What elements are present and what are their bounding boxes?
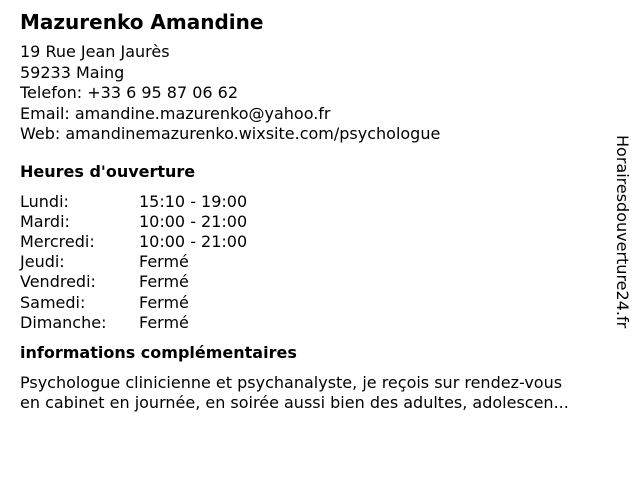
info-line: Psychologue clinicienne et psychanalyste, je reçois sur rendez-vous bbox=[20, 372, 563, 392]
day-hours: Fermé bbox=[139, 272, 189, 292]
day-hours: Fermé bbox=[139, 292, 189, 312]
hours-row-thursday bbox=[20, 252, 616, 272]
business-name: Mazurenko Amandine bbox=[20, 10, 264, 34]
hours-row-monday bbox=[20, 192, 616, 212]
day-hours: 15:10 - 19:00 bbox=[139, 191, 248, 211]
day-hours: Fermé bbox=[139, 312, 189, 332]
hours-row-wednesday bbox=[20, 232, 616, 252]
day-label: Mercredi: bbox=[20, 231, 95, 251]
business-card bbox=[20, 10, 616, 414]
additional-info-heading: informations complémentaires bbox=[20, 342, 297, 362]
day-label: Lundi: bbox=[20, 191, 69, 211]
day-hours: 10:00 - 21:00 bbox=[139, 211, 248, 231]
day-label: Dimanche: bbox=[20, 312, 107, 332]
city-postal-code: 59233 Maing bbox=[20, 62, 125, 82]
additional-info-text bbox=[20, 373, 616, 414]
day-label: Samedi: bbox=[20, 292, 86, 312]
info-line: en cabinet en journée, en soirée aussi bien des adultes, adolescen... bbox=[20, 393, 569, 413]
contact-block bbox=[20, 42, 616, 145]
day-label: Mardi: bbox=[20, 211, 70, 231]
street-address: 19 Rue Jean Jaurès bbox=[20, 42, 170, 61]
website-address: Web: amandinemazurenko.wixsite.com/psychologue bbox=[20, 124, 441, 143]
email-address: Email: amandine.mazurenko@yahoo.fr bbox=[20, 103, 331, 123]
hours-row-tuesday bbox=[20, 212, 616, 232]
phone-number: Telefon: +33 6 95 87 06 62 bbox=[20, 83, 239, 102]
hours-row-saturday bbox=[20, 293, 616, 313]
opening-hours-heading: Heures d'ouverture bbox=[20, 161, 196, 181]
site-watermark: Horairesdouverture24.fr bbox=[613, 135, 632, 329]
day-label: Vendredi: bbox=[20, 272, 96, 292]
day-hours: 10:00 - 21:00 bbox=[139, 231, 248, 251]
day-label: Jeudi: bbox=[20, 252, 65, 272]
opening-hours-table bbox=[20, 192, 616, 333]
hours-row-friday bbox=[20, 272, 616, 292]
hours-row-sunday bbox=[20, 313, 616, 333]
day-hours: Fermé bbox=[139, 252, 189, 272]
